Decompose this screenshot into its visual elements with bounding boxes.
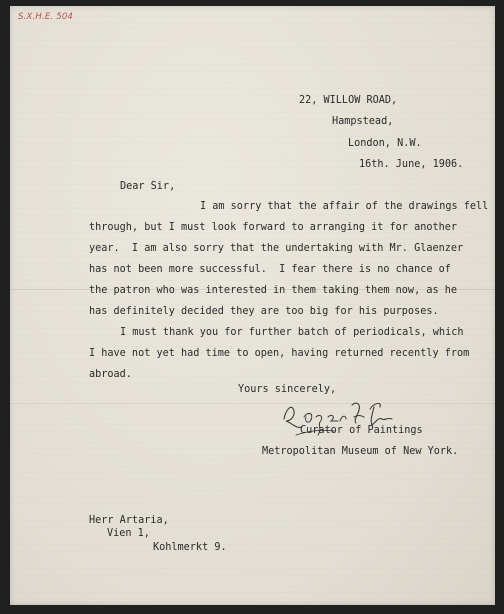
salutation: Dear Sir, bbox=[120, 181, 176, 192]
body-line: has not been more successful. I fear there is no chance of bbox=[89, 264, 451, 275]
body-line: I am sorry that the affair of the drawings fell bbox=[200, 201, 489, 212]
body-line: I must thank you for further batch of periodicals, which bbox=[120, 327, 464, 338]
body-line: has definitely decided they are too big for his purposes. bbox=[89, 306, 439, 317]
letter-date: 16th. June, 1906. bbox=[359, 159, 464, 170]
recipient-city: Vien 1, bbox=[107, 528, 150, 539]
body-line: the patron who was interested in them taking them now, as he bbox=[89, 285, 458, 296]
closing: Yours sincerely, bbox=[238, 384, 337, 395]
address-district: Hampstead, bbox=[332, 116, 394, 127]
paper-fold-line bbox=[10, 403, 495, 404]
body-line: through, but I must look forward to arranging it for another bbox=[89, 222, 458, 233]
signer-title: Curator of Paintings bbox=[300, 425, 423, 436]
body-line: year. I am also sorry that the undertaking with Mr. Glaenzer bbox=[89, 243, 464, 254]
body-line: abroad. bbox=[89, 369, 132, 380]
handwritten-signature bbox=[278, 395, 398, 445]
letter-paper bbox=[10, 6, 495, 605]
signer-institution: Metropolitan Museum of New York. bbox=[262, 446, 459, 457]
archive-reference-note: S.X.H.E. 504 bbox=[18, 12, 74, 22]
body-line: I have not yet had time to open, having returned recently from bbox=[89, 348, 470, 359]
address-street: 22, WILLOW ROAD, bbox=[299, 95, 398, 106]
recipient-name: Herr Artaria, bbox=[89, 515, 169, 526]
recipient-street: Kohlmerkt 9. bbox=[153, 542, 227, 553]
address-city: London, N.W. bbox=[348, 138, 422, 149]
